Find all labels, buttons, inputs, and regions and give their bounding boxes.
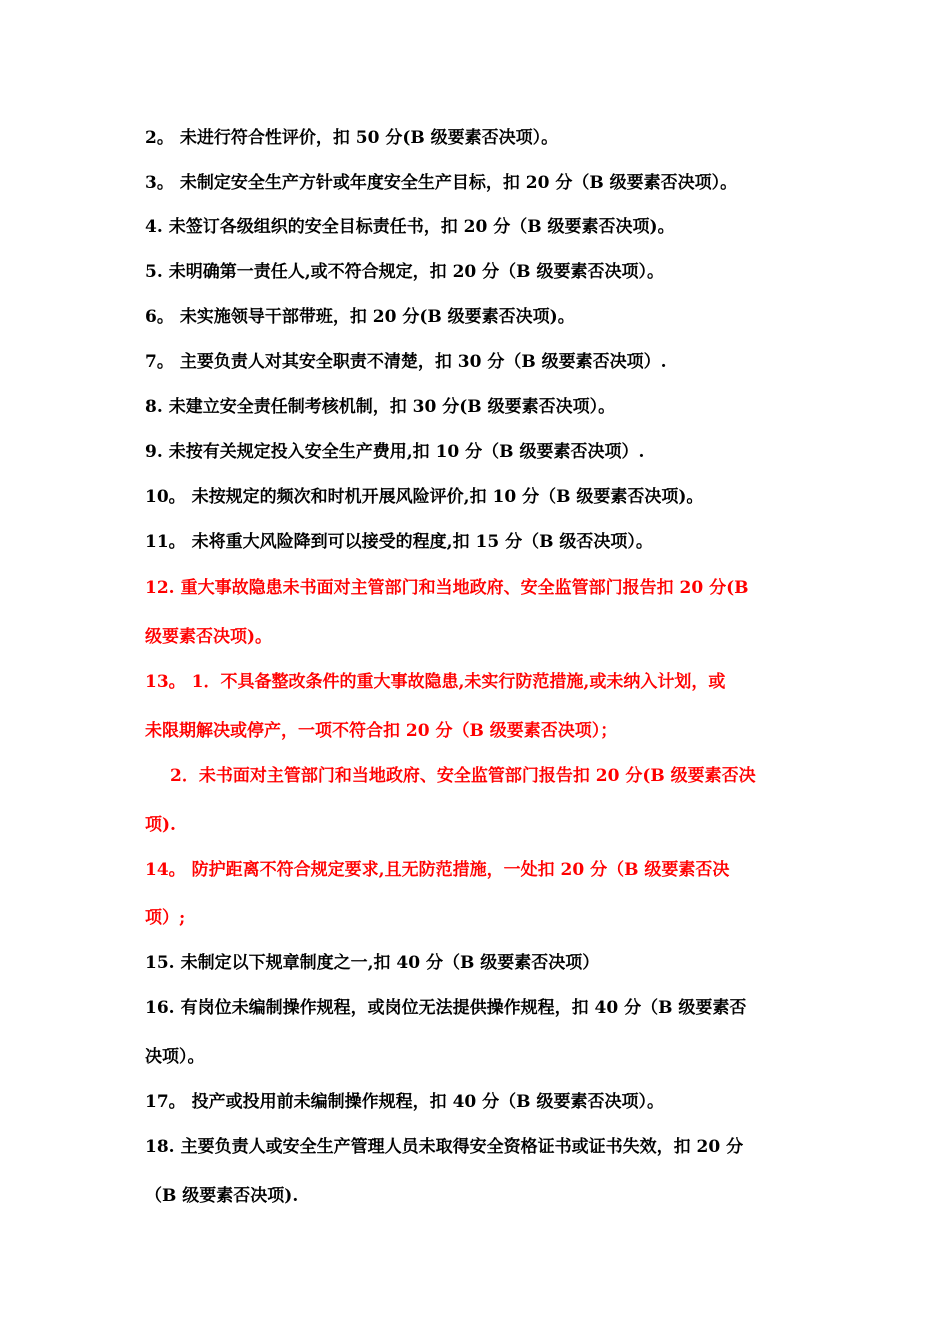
item-18-continuation: [145, 1184, 825, 1208]
item-13-continuation: [145, 719, 825, 743]
item-13-subitem-2: [170, 764, 850, 788]
item-number: 11。: [145, 532, 186, 552]
item-text: 未按规定的频次和时机开展风险评价,扣 10 分（B 级要素否决项)。: [191, 487, 704, 507]
item-number: 5.: [145, 262, 163, 282]
item-18: [145, 1135, 825, 1159]
item-number: 9.: [145, 442, 163, 462]
item-number: 10。: [145, 487, 186, 507]
item-text: 项）;: [145, 908, 186, 928]
item-number: 3。: [145, 173, 174, 193]
item-number: 18.: [145, 1137, 175, 1157]
item-text: 2．未书面对主管部门和当地政府、安全监管部门报告扣 20 分(B 级要素否决: [170, 766, 756, 786]
item-text: 重大事故隐患未书面对主管部门和当地政府、安全监管部门报告扣 20 分(B: [180, 578, 749, 598]
item-14: [145, 858, 825, 882]
item-text: 投产或投用前未编制操作规程，扣 40 分（B 级要素否决项）。: [191, 1092, 664, 1112]
item-14-continuation: [145, 906, 825, 930]
item-11: [145, 530, 825, 554]
item-5: [145, 260, 825, 284]
item-number: 6。: [145, 307, 174, 327]
item-text: 未制定安全生产方针或年度安全生产目标，扣 20 分（B 级要素否决项）。: [179, 173, 738, 193]
item-number: 4.: [145, 217, 163, 237]
item-text: 有岗位未编制操作规程，或岗位无法提供操作规程，扣 40 分（B 级要素否: [180, 998, 747, 1018]
item-12-continuation: [145, 625, 825, 649]
item-16-continuation: [145, 1045, 825, 1069]
item-2: [145, 126, 825, 150]
item-number: 7。: [145, 352, 174, 372]
item-13: [145, 670, 825, 694]
item-16: [145, 996, 825, 1020]
item-number: 2。: [145, 128, 174, 148]
item-3: [145, 171, 825, 195]
item-text: 未明确第一责任人,或不符合规定，扣 20 分（B 级要素否决项）。: [168, 262, 664, 282]
item-text: 级要素否决项)。: [145, 627, 273, 647]
item-number: 16.: [145, 998, 175, 1018]
item-text: 未建立安全责任制考核机制，扣 30 分(B 级要素否决项）。: [168, 397, 616, 417]
item-7: [145, 350, 825, 374]
item-text: 未制定以下规章制度之一,扣 40 分（B 级要素否决项）: [180, 953, 600, 973]
item-10: [145, 485, 825, 509]
item-text: 主要负责人对其安全职责不清楚，扣 30 分（B 级要素否决项）.: [179, 352, 667, 372]
item-number: 13。: [145, 672, 186, 692]
item-15: [145, 951, 825, 975]
item-text: 未按有关规定投入安全生产费用,扣 10 分（B 级要素否决项）.: [168, 442, 645, 462]
item-text: 未限期解决或停产，一项不符合扣 20 分（B 级要素否决项）；: [145, 721, 618, 741]
item-text: 未实施领导干部带班，扣 20 分(B 级要素否决项)。: [179, 307, 575, 327]
item-6: [145, 305, 825, 329]
item-13-subitem-2-continuation: [145, 813, 825, 837]
item-text: 项).: [145, 815, 176, 835]
item-number: 8.: [145, 397, 163, 417]
item-text: 未进行符合性评价，扣 50 分(B 级要素否决项）。: [179, 128, 559, 148]
item-4: [145, 215, 825, 239]
item-text: 主要负责人或安全生产管理人员未取得安全资格证书或证书失效，扣 20 分: [180, 1137, 744, 1157]
item-number: 12.: [145, 578, 175, 598]
item-text: 1．不具备整改条件的重大事故隐患,未实行防范措施,或未纳入计划，或: [191, 672, 726, 692]
item-17: [145, 1090, 825, 1114]
item-number: 15.: [145, 953, 175, 973]
item-text: 防护距离不符合规定要求,且无防范措施，一处扣 20 分（B 级要素否决: [191, 860, 730, 880]
item-8: [145, 395, 825, 419]
item-text: 未签订各级组织的安全目标责任书，扣 20 分（B 级要素否决项)。: [168, 217, 675, 237]
item-9: [145, 440, 825, 464]
item-text: （B 级要素否决项).: [145, 1186, 299, 1206]
item-number: 14。: [145, 860, 186, 880]
item-text: 未将重大风险降到可以接受的程度,扣 15 分（B 级否决项）。: [191, 532, 653, 552]
item-text: 决项）。: [145, 1047, 205, 1067]
item-number: 17。: [145, 1092, 186, 1112]
item-12: [145, 576, 825, 600]
